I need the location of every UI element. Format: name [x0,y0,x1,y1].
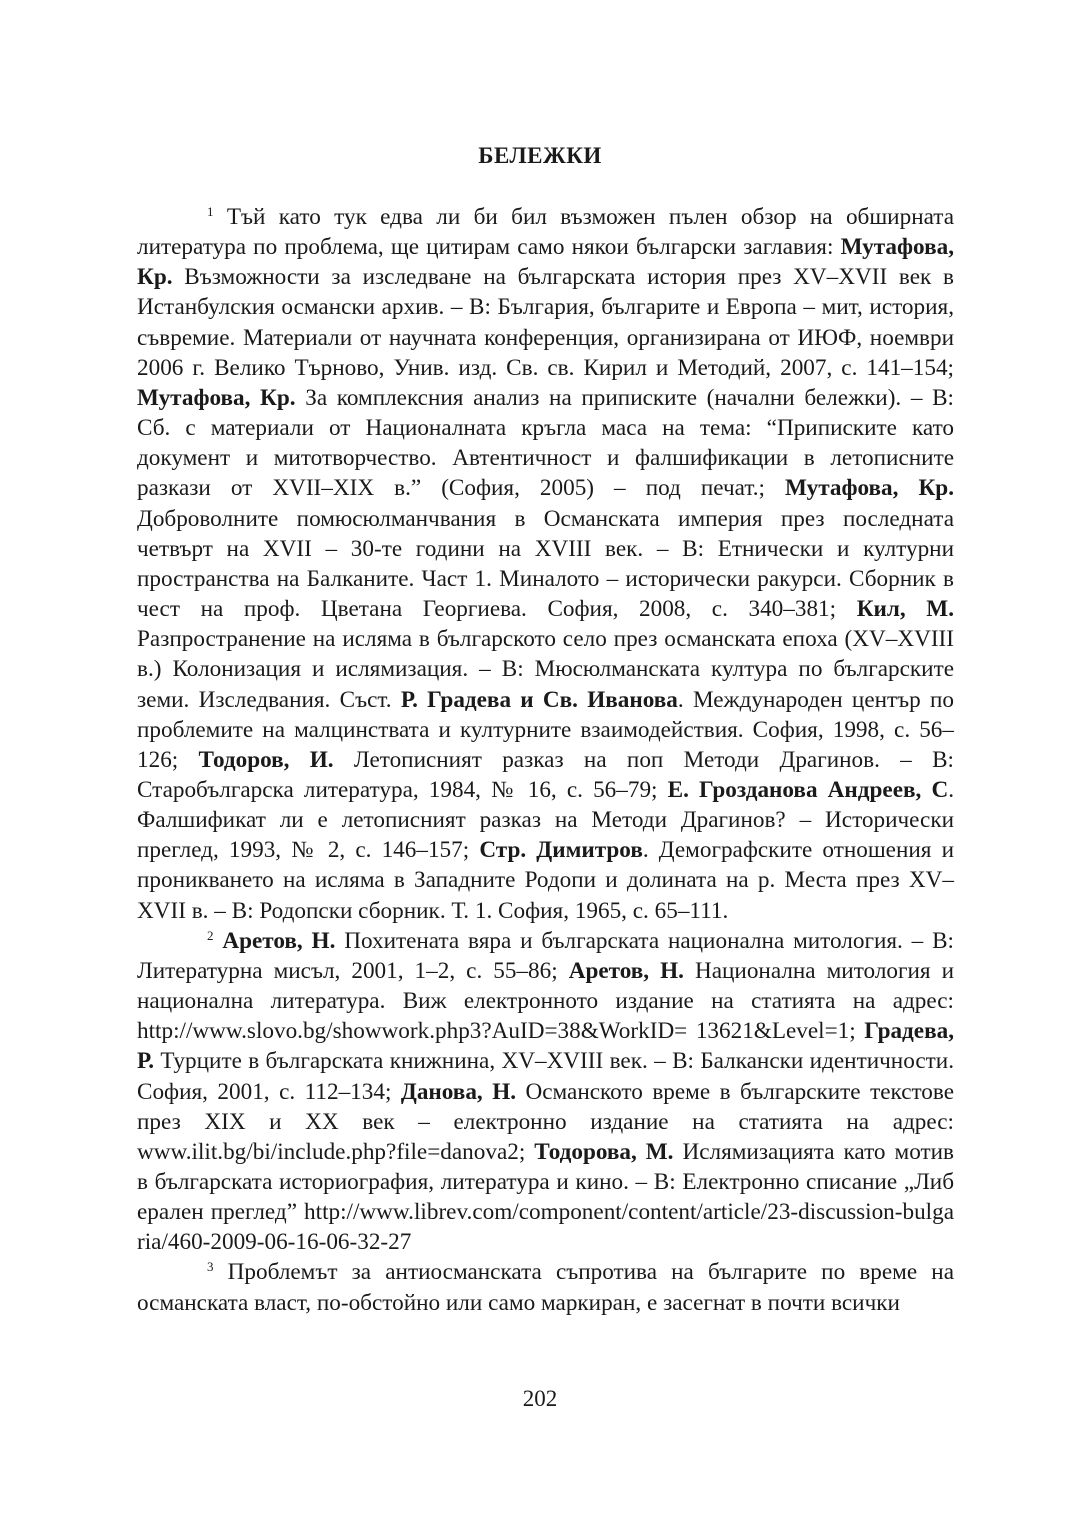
author-name: Аретов, Н. [568,957,684,984]
author-name: Стр. Димитров [479,837,643,864]
note-text: Разпространение на исляма в българското село през османската епоха (XV–XVIII в.) Колонизация и ислямизация. – В: Мюсюлманската култура по българските земи. Изследвания. Съст. [137,626,954,713]
note-number: 1 [207,204,214,219]
note-text: . Фалшификат ли е летописният разказ на Методи Драгинов? – Исторически преглед, 1993, № 2, с. 146–157; [137,776,954,864]
page-heading: БЕЛЕЖКИ [478,143,602,168]
author-name: Мутафова, Кр. [137,234,954,291]
author-name: Р. Градева и Св. Иванова [400,686,678,713]
author-name: Градева, Р. [137,1018,954,1075]
note-text: Турците в българската книжнина, XV–XVIII век. – В: Балкански идентичности. София, 2001, с. 112–134; [137,1048,954,1105]
note-text: Летописният разказ на поп Методи Драгинов. – В: Старобългарска литература, 1984, № 16, с. 56–79; [137,746,954,803]
note-text: За комплексния анализ на приписките (начални бележки). – В: Сб. с материали от Националната кръгла маса на тема: “Приписките като документ и митотворчество. Автентичност и фалшификации в летописните разкази от XVII–XIX в.” (София, 2005) – под печат.; [137,384,954,502]
author-name: Е. Грозданова Андреев, С [667,776,949,803]
author-name: Мутафова, Кр. [137,384,296,411]
author-name: Данова, Н. [400,1078,517,1105]
note-number: 3 [207,1259,214,1275]
note-text: Османското време в българските текстове през XIX и XX век – електронно издание на статията на адрес: www.ilit.bg/bi/include.php?file=danova2; [137,1078,955,1165]
note-text: Доброволните помюсюлманчвания в Османската империя през последната четвърт на XVII – 30-те години на XVIII век. – В: Етнически и културни пространства на Балканите. Част 1. Миналото – исторически ракурси. Сборник в чест на проф. Цветана Георгиева. София, 2008, с. 340–381; [137,505,954,623]
author-name: Аретов, Н. [222,927,336,954]
endnote-1 [137,202,954,926]
note-text: . Демографските отношения и проникването на исляма в Западните Родопи и долината на р. Места през XV–XVII в. – В: Родопски сборник. Т. 1. София, 1965, с. 65–111. [137,837,955,924]
note-text: Проблемът за антиосманската съпротива на българите по време на османската власт, по-обстойно или само маркиран, е засегнат в почти всички [137,1259,955,1316]
page-number: 202 [522,1386,558,1411]
note-text: Тъй като тук едва ли би бил възможен пълен обзор на обширната литература по проблема, ще цитирам само някои български заглавия: [137,204,954,261]
author-name: Кил, М. [856,596,954,623]
note-text: Ислямизацията като мотив в българската историография, литература и кино. – В: Електронно списание „Либерален преглед” http://www.librev.com/component/content/article/23-discussion-bulgaria/460-2009-06-16-06-32-27 [137,1138,954,1256]
note-text: Национална митология и национална литература. Виж електронното издание на статията на адрес: http://www.slovo.bg/showwork.php3?AuID=38&WorkID= 13621&Level=1; [137,957,955,1045]
endnotes [137,202,954,1318]
endnote-2 [137,926,954,1258]
author-name: Тодорова, М. [534,1138,674,1165]
author-name: Мутафова, Кр. [785,475,954,502]
note-text: . Международен център по проблемите на малцинствата и културните взаимодействия. София, 1998, с. 56–126; [137,686,955,773]
endnote-3 [137,1257,954,1317]
note-text: Похитената вяра и българската национална митология. – В: Литературна мисъл, 2001, 1–2, с. 55–86; [137,927,955,984]
author-name: Тодоров, И. [198,746,334,773]
note-text: Възможности за изследване на българската история през XV–XVII век в Истанбулския османски архив. – В: България, българите и Европа – мит, история, съвремие. Материали от научната конференция, организирана от ИЮФ, ноември 2006 г. Велико Търново, Унив. изд. Св. св. Кирил и Методий, 2007, с. 141–154; [137,264,954,381]
note-number: 2 [207,927,214,943]
